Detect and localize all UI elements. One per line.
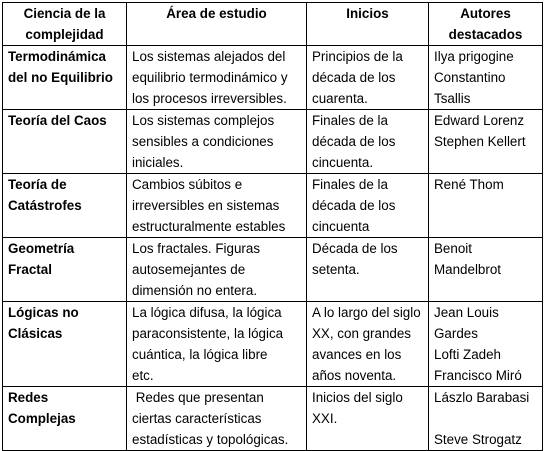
cell-line: ciertas características <box>132 411 262 426</box>
cell-line: René Thom <box>434 177 504 192</box>
cell-authors <box>429 110 543 174</box>
header-line: Ciencia de la <box>23 6 106 21</box>
document-page <box>2 2 543 451</box>
header-authors <box>429 3 543 46</box>
cell-line: década de los <box>312 198 396 213</box>
cell-line: Stephen Kellert <box>434 134 526 149</box>
cell-line: La lógica difusa, la lógica <box>132 305 282 320</box>
cell-area <box>127 110 307 174</box>
cell-line: Benoit <box>434 241 472 256</box>
cell-line: Steve Strogatz <box>434 432 522 447</box>
cell-line: Geometría <box>8 241 75 256</box>
cell-start <box>307 238 429 302</box>
table-row <box>3 387 543 451</box>
cell-line: Lofti Zadeh <box>434 347 501 362</box>
cell-line: autosemejantes de <box>132 262 246 277</box>
table-header-row <box>3 3 543 46</box>
header-line: Autores <box>460 6 511 21</box>
cell-spacer <box>434 408 542 429</box>
cell-line: iniciales. <box>132 155 184 170</box>
cell-science <box>3 238 127 302</box>
cell-line: Lászlo Barabasi <box>434 390 530 405</box>
cell-line: cuarenta. <box>312 91 368 106</box>
cell-authors <box>429 387 543 451</box>
cell-line: cuántica, la lógica libre <box>132 347 268 362</box>
cell-start <box>307 46 429 110</box>
complexity-sciences-table <box>2 2 543 451</box>
header-area <box>127 3 307 46</box>
cell-line: Complejas <box>8 411 76 426</box>
cell-line: sensibles a condiciones <box>132 134 274 149</box>
cell-line: Finales de la <box>312 177 388 192</box>
cell-line: Francisco Miró <box>434 368 522 383</box>
cell-line: Los fractales. Figuras <box>132 241 261 256</box>
cell-line: Redes que presentan <box>132 390 264 405</box>
cell-line: XXI. <box>312 411 338 426</box>
cell-line: Cambios súbitos e <box>132 177 243 192</box>
cell-line: etc. <box>132 368 154 383</box>
cell-line: años noventa. <box>312 368 397 383</box>
cell-area <box>127 238 307 302</box>
cell-line: Constantino <box>434 70 506 85</box>
cell-science <box>3 110 127 174</box>
cell-science <box>3 387 127 451</box>
cell-start <box>307 110 429 174</box>
cell-line: Clásicas <box>8 326 63 341</box>
cell-line: Tsallis <box>434 91 471 106</box>
cell-line: Los sistemas alejados del <box>132 49 286 64</box>
cell-line: Edward Lorenz <box>434 113 525 128</box>
table-row <box>3 110 543 174</box>
cell-line: Finales de la <box>312 113 388 128</box>
cell-line: cincuenta <box>312 219 370 234</box>
cell-line: A lo largo del siglo <box>312 305 421 320</box>
header-science <box>3 3 127 46</box>
cell-authors <box>429 302 543 387</box>
cell-line: Inicios del siglo <box>312 390 403 405</box>
cell-line: estructuralmente estables <box>132 219 286 234</box>
header-line: destacados <box>448 27 523 42</box>
header-line: Inicios <box>346 6 389 21</box>
cell-line: Teoría del Caos <box>8 113 107 128</box>
cell-line: XX, con grandes <box>312 326 412 341</box>
cell-line: los procesos irreversibles. <box>132 91 287 106</box>
cell-science <box>3 302 127 387</box>
header-line: Área de estudio <box>166 6 267 21</box>
cell-line: Jean Louis <box>434 305 499 320</box>
cell-line: Catástrofes <box>8 198 82 213</box>
cell-line: Fractal <box>8 262 52 277</box>
table-row <box>3 174 543 238</box>
cell-line: equilibrio termodinámico y <box>132 70 288 85</box>
cell-line: Teoría de <box>8 177 67 192</box>
cell-line: Mandelbrot <box>434 262 501 277</box>
cell-area <box>127 174 307 238</box>
cell-authors <box>429 238 543 302</box>
cell-start <box>307 174 429 238</box>
cell-line: Ilya prigogine <box>434 49 514 64</box>
cell-authors <box>429 174 543 238</box>
cell-line: Redes <box>8 390 49 405</box>
cell-line: estadísticas y topológicas. <box>132 432 289 447</box>
cell-line: irreversibles en sistemas <box>132 198 280 213</box>
cell-start <box>307 387 429 451</box>
cell-line: dimensión no entera. <box>132 283 258 298</box>
cell-line: del no Equilibrio <box>8 70 113 85</box>
cell-line: Gardes <box>434 326 478 341</box>
header-line: complejidad <box>25 27 104 42</box>
cell-area <box>127 302 307 387</box>
table-row <box>3 238 543 302</box>
cell-start <box>307 302 429 387</box>
cell-line: cincuenta. <box>312 155 374 170</box>
cell-line: paraconsistente, la lógica <box>132 326 284 341</box>
table-row <box>3 46 543 110</box>
table-row <box>3 302 543 387</box>
cell-science <box>3 46 127 110</box>
cell-line: Termodinámica <box>8 49 106 64</box>
cell-area <box>127 46 307 110</box>
cell-science <box>3 174 127 238</box>
cell-area <box>127 387 307 451</box>
header-start <box>307 3 429 46</box>
cell-authors <box>429 46 543 110</box>
cell-line: década de los <box>312 134 396 149</box>
cell-line: Los sistemas complejos <box>132 113 275 128</box>
cell-line: setenta. <box>312 262 360 277</box>
cell-line: Principios de la <box>312 49 403 64</box>
cell-line: avances en los <box>312 347 402 362</box>
cell-line: década de los <box>312 70 396 85</box>
cell-line: Lógicas no <box>8 305 79 320</box>
cell-line: Década de los <box>312 241 398 256</box>
